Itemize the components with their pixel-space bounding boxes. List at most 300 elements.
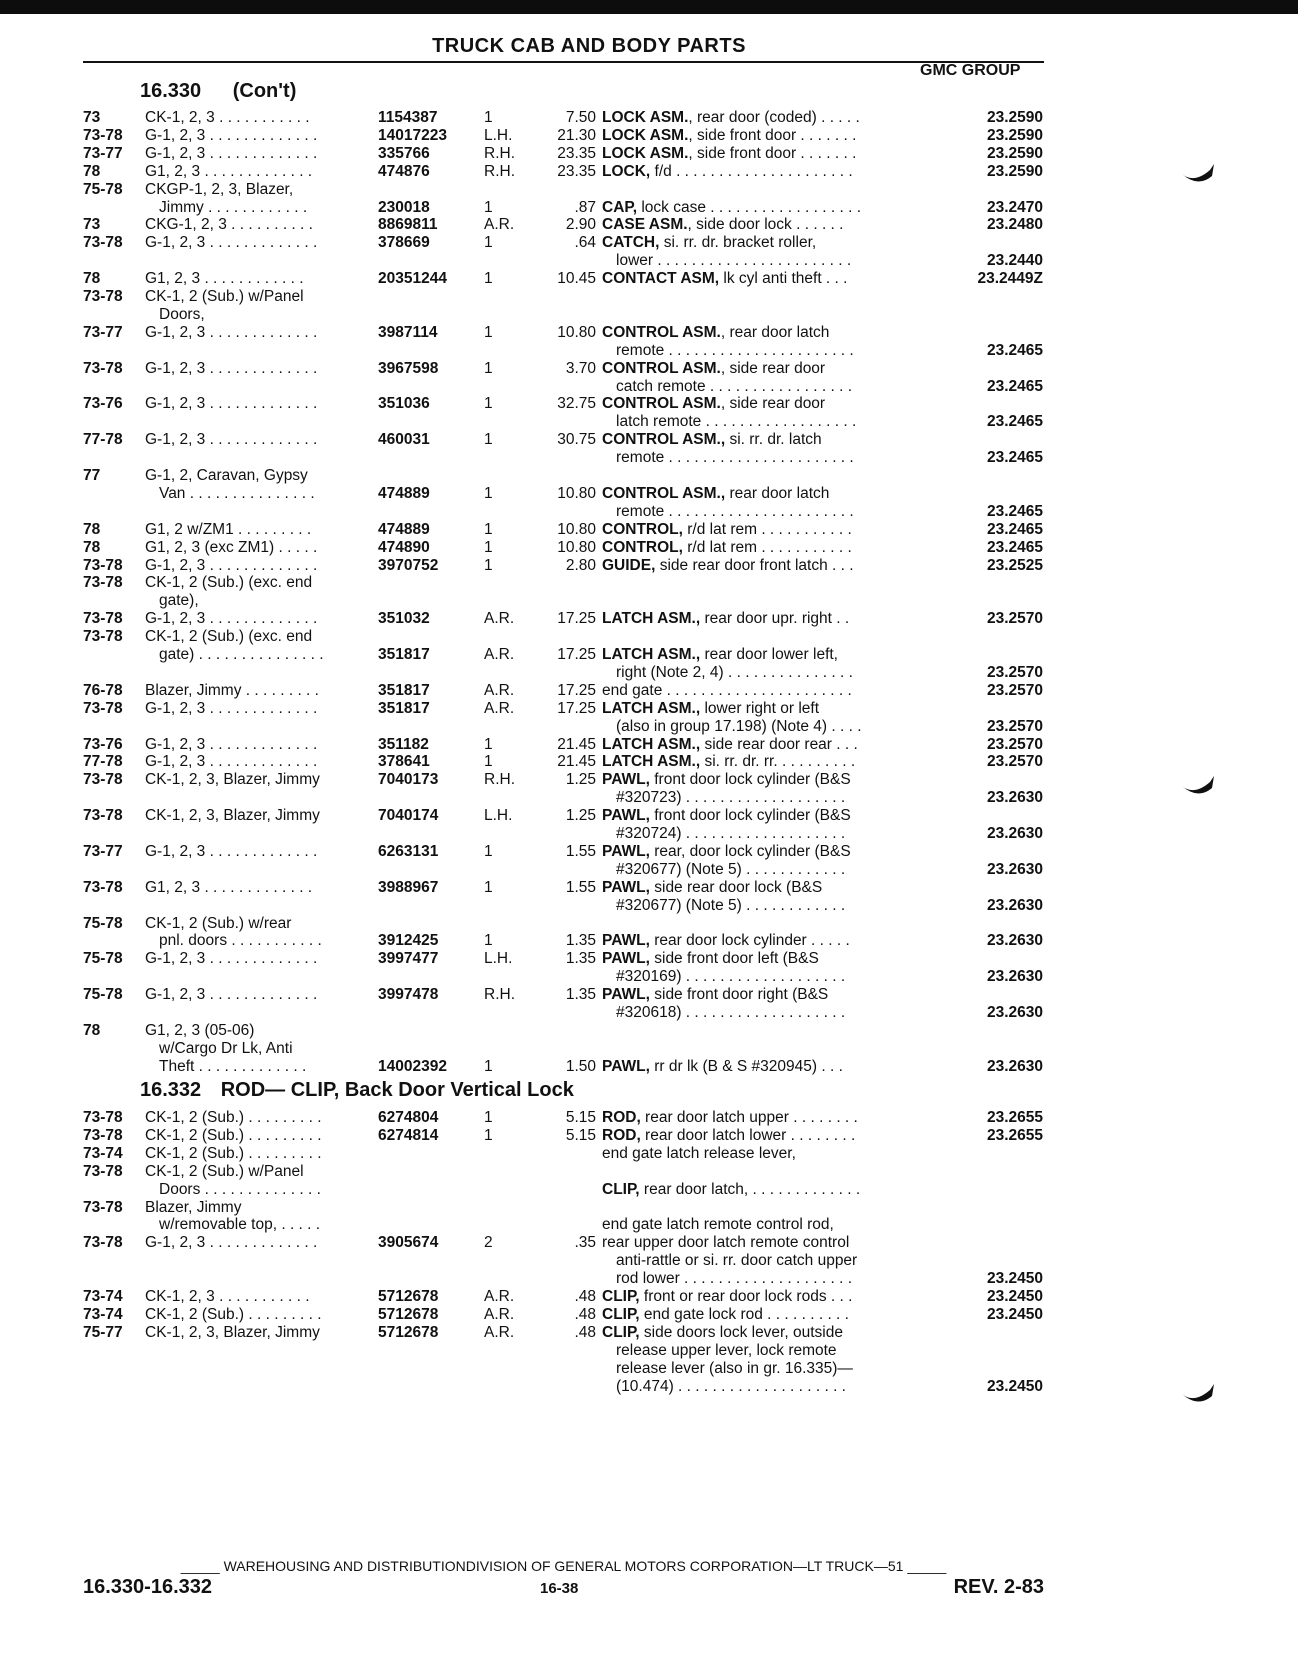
description-cell — [602, 931, 850, 950]
year-cell: 77 — [83, 467, 101, 484]
price-cell: 10.80 — [557, 520, 596, 538]
year-cell: 73-78 — [83, 610, 123, 628]
description-cell — [602, 1108, 858, 1127]
description-cell — [602, 1287, 852, 1306]
price-cell: 17.25 — [557, 610, 596, 628]
description-cell — [602, 806, 851, 825]
price-cell: 17.25 — [557, 699, 596, 717]
table-row — [0, 538, 1298, 557]
catalog-number-cell: 23.2630 — [986, 1057, 1043, 1075]
catalog-number-cell: 23.2465 — [986, 449, 1043, 467]
part-number-cell: 3905674 — [378, 1234, 439, 1252]
description-keyword: CONTROL, — [602, 538, 683, 556]
catalog-number-cell: 23.2465 — [986, 341, 1043, 359]
catalog-number-cell: 23.2655 — [986, 1109, 1043, 1126]
description-keyword: CONTACT ASM, — [602, 270, 720, 288]
catalog-number-cell: 23.2570 — [986, 681, 1043, 699]
catalog-number-cell: 23.2590 — [986, 144, 1043, 162]
model-cell: G-1, 2, 3 . . . . . . . . . . . . . — [145, 234, 318, 252]
binder-hole-mark — [1180, 160, 1216, 188]
description-cell — [602, 842, 851, 861]
group-label: GMC GROUP — [920, 62, 1021, 79]
table-row — [0, 251, 1298, 270]
description-keyword: CAP, — [602, 198, 638, 216]
description-cell — [602, 484, 829, 503]
description-cell — [602, 896, 845, 915]
price-cell: 7.50 — [565, 109, 596, 126]
description-cell — [602, 233, 816, 252]
year-cell: 73-78 — [83, 234, 123, 252]
price-cell: 21.45 — [557, 735, 596, 753]
description-text: end gate . . . . . . . . . . . . . . . . . . . . . . — [602, 681, 852, 699]
table-row — [0, 1287, 1298, 1306]
quantity-cell: R.H. — [484, 986, 515, 1004]
description-text: rear, door lock cylinder (B&S — [649, 842, 851, 860]
description-cell — [602, 1323, 843, 1342]
model-cell: G-1, 2, 3 . . . . . . . . . . . . . — [145, 323, 318, 341]
catalog-number-cell: 23.2450 — [986, 1377, 1043, 1395]
table-row — [0, 359, 1298, 378]
description-cell — [602, 126, 856, 145]
year-cell: 73-78 — [83, 574, 123, 592]
description-keyword: CONTROL ASM., — [602, 484, 726, 502]
part-number-cell: 3912425 — [378, 932, 439, 950]
table-row — [0, 1305, 1298, 1324]
table-row — [0, 1144, 1298, 1163]
catalog-number-cell: 23.2655 — [986, 1126, 1043, 1144]
description-keyword: CONTROL, — [602, 520, 683, 538]
catalog-number-cell: 23.2449Z — [977, 270, 1043, 288]
model-cell: G-1, 2, 3 . . . . . . . . . . . . . — [145, 431, 318, 449]
year-cell: 73-78 — [83, 1162, 123, 1180]
part-number-cell: 14017223 — [378, 126, 447, 144]
table-row — [0, 1215, 1298, 1234]
table-row — [0, 394, 1298, 413]
price-cell: 1.35 — [565, 986, 596, 1004]
catalog-number-cell: 23.2440 — [986, 252, 1043, 270]
description-cell — [602, 377, 852, 396]
catalog-number-cell: 23.2570 — [986, 717, 1043, 735]
description-cell — [602, 394, 825, 413]
page-title: TRUCK CAB AND BODY PARTS — [432, 35, 746, 57]
year-cell: 73-78 — [83, 359, 123, 377]
model-cell: CK-1, 2, 3, Blazer, Jimmy — [145, 1323, 320, 1341]
description-keyword: LATCH ASM., — [602, 699, 701, 717]
year-cell: 73-77 — [83, 842, 123, 860]
quantity-cell: 1 — [484, 109, 493, 126]
model-cell: CK-1, 2, 3, Blazer, Jimmy — [145, 807, 320, 825]
footer-section-range: 16.330-16.332 — [83, 1576, 213, 1598]
description-cell — [602, 198, 861, 217]
price-cell: 1.35 — [565, 950, 596, 968]
table-row — [0, 878, 1298, 897]
description-keyword: CLIP, — [602, 1305, 640, 1323]
description-text: (also in group 17.198) (Note 4) . . . . — [616, 717, 862, 735]
quantity-cell: A.R. — [484, 216, 515, 234]
table-row — [0, 860, 1298, 879]
table-row — [0, 681, 1298, 700]
model-cell: G-1, 2, 3 . . . . . . . . . . . . . — [145, 610, 318, 628]
table-row — [0, 412, 1298, 431]
description-cell — [602, 735, 858, 754]
description-cell — [602, 1377, 846, 1396]
catalog-number-cell: 23.2570 — [986, 610, 1043, 628]
model-cell: G1, 2, 3 (05-06) — [145, 1021, 255, 1039]
table-row — [0, 949, 1298, 968]
model-cell: CK-1, 2 (Sub.) . . . . . . . . . — [145, 1126, 322, 1144]
table-row — [0, 717, 1298, 736]
year-cell: 73-78 — [83, 1126, 123, 1144]
table-row — [0, 556, 1298, 575]
table-row — [0, 609, 1298, 628]
catalog-number-cell: 23.2470 — [986, 198, 1043, 216]
year-cell: 78 — [83, 538, 101, 556]
quantity-cell: 1 — [484, 484, 493, 502]
description-text: end gate latch release lever, — [602, 1144, 796, 1162]
model-cell: G-1, 2, 3 . . . . . . . . . . . . . — [145, 986, 318, 1004]
description-keyword: LOCK ASM. — [602, 144, 689, 162]
part-number-cell: 474876 — [378, 162, 430, 180]
description-cell — [602, 162, 853, 181]
footer-revision: REV. 2-83 — [953, 1576, 1044, 1598]
part-number-cell: 474889 — [378, 484, 430, 502]
description-text: , side rear door — [720, 359, 826, 377]
table-row — [0, 573, 1298, 592]
quantity-cell: 1 — [484, 842, 493, 860]
catalog-number-cell: 23.2525 — [986, 556, 1043, 574]
price-cell: 10.80 — [557, 538, 596, 556]
section-title: ROD— CLIP, Back Door Vertical Lock — [220, 1079, 574, 1101]
part-number-cell: 3987114 — [378, 323, 438, 341]
description-text: , rear door latch — [720, 323, 830, 341]
description-text: rr dr lk (B & S #320945) . . . — [649, 1057, 843, 1075]
description-cell — [602, 144, 856, 163]
description-cell — [602, 1305, 849, 1324]
quantity-cell: R.H. — [484, 771, 515, 789]
year-cell: 73 — [83, 216, 101, 234]
description-text: rear door lock cylinder . . . . . — [649, 932, 850, 950]
model-cell: w/Cargo Dr Lk, Anti — [159, 1039, 293, 1057]
description-text: rear door latch lower . . . . . . . . — [640, 1126, 856, 1144]
description-cell — [602, 878, 822, 897]
catalog-number-cell: 23.2570 — [986, 735, 1043, 753]
year-cell: 73 — [83, 109, 101, 126]
description-text: latch remote . . . . . . . . . . . . . . . . . . — [616, 413, 857, 431]
model-cell: G1, 2, 3 (exc ZM1) . . . . . — [145, 538, 318, 556]
part-number-cell: 5712678 — [378, 1323, 439, 1341]
quantity-cell: A.R. — [484, 699, 515, 717]
model-cell: Blazer, Jimmy — [145, 1198, 242, 1216]
model-cell: G-1, 2, 3 . . . . . . . . . . . . . — [145, 699, 318, 717]
catalog-number-cell: 23.2480 — [986, 216, 1043, 234]
model-cell: CK-1, 2 (Sub.) . . . . . . . . . — [145, 1305, 322, 1323]
table-row — [0, 1057, 1298, 1076]
description-cell — [602, 1126, 855, 1145]
catalog-number-cell: 23.2630 — [986, 860, 1043, 878]
description-text: front door lock cylinder (B&S — [649, 771, 851, 789]
table-row — [0, 1251, 1298, 1270]
table-row — [0, 198, 1298, 217]
catalog-number-cell: 23.2630 — [986, 932, 1043, 950]
model-cell: G-1, 2, 3 . . . . . . . . . . . . . — [145, 395, 318, 413]
part-number-cell: 1154387 — [378, 109, 438, 126]
model-cell: G-1, 2, 3 . . . . . . . . . . . . . — [145, 126, 318, 144]
quantity-cell: 1 — [484, 735, 493, 753]
description-text: , side front door . . . . . . . — [688, 126, 857, 144]
year-cell: 73-74 — [83, 1288, 123, 1305]
description-cell — [602, 860, 845, 879]
part-number-cell: 474889 — [378, 520, 430, 538]
description-cell — [602, 269, 847, 288]
title-rule — [83, 61, 1044, 63]
catalog-number-cell: 23.2590 — [986, 109, 1043, 126]
description-cell — [602, 341, 854, 360]
table-row — [0, 448, 1298, 467]
year-cell: 75-78 — [83, 914, 123, 932]
description-keyword: ROD, — [602, 1109, 641, 1126]
description-text: , side rear door — [720, 395, 826, 413]
table-row — [0, 699, 1298, 718]
year-cell: 73-78 — [83, 126, 123, 144]
description-text: side rear door lock (B&S — [649, 878, 823, 896]
quantity-cell: 1 — [484, 431, 493, 449]
price-cell: 5.15 — [565, 1109, 596, 1126]
table-row — [0, 842, 1298, 861]
table-row — [0, 985, 1298, 1004]
part-number-cell: 474890 — [378, 538, 430, 556]
model-cell: CKG-1, 2, 3 . . . . . . . . . . — [145, 216, 313, 234]
price-cell: 23.35 — [557, 144, 596, 162]
year-cell: 75-78 — [83, 986, 123, 1004]
table-row — [0, 323, 1298, 342]
description-keyword: PAWL, — [602, 1057, 650, 1075]
table-row — [0, 896, 1298, 915]
description-cell — [602, 1269, 852, 1288]
description-text: si. rr. dr. bracket roller, — [659, 234, 817, 252]
table-row — [0, 1269, 1298, 1288]
description-keyword: LATCH ASM., — [602, 610, 701, 628]
description-text: rear door latch — [725, 484, 830, 502]
quantity-cell: 1 — [484, 538, 493, 556]
quantity-cell: 1 — [484, 753, 493, 771]
description-text: side rear door rear . . . — [700, 735, 858, 753]
table-row — [0, 1233, 1298, 1252]
year-cell: 78 — [83, 520, 101, 538]
description-text: , side door lock . . . . . . — [687, 216, 844, 234]
description-keyword: LOCK ASM. — [602, 109, 689, 126]
part-number-cell: 351817 — [378, 646, 430, 663]
description-cell — [602, 824, 845, 843]
section-heading — [140, 1079, 574, 1102]
model-cell: Blazer, Jimmy . . . . . . . . . — [145, 681, 319, 699]
model-cell: G-1, 2, 3 . . . . . . . . . . . . . — [145, 1234, 318, 1252]
price-cell: 2.90 — [565, 216, 596, 234]
catalog-number-cell: 23.2630 — [986, 789, 1043, 807]
model-cell: CK-1, 2 (Sub.) w/rear — [145, 914, 292, 932]
catalog-number-cell: 23.2465 — [986, 377, 1043, 395]
description-text: #320724) . . . . . . . . . . . . . . . . . . . — [616, 825, 846, 842]
description-text: end gate lock rod . . . . . . . . . . — [639, 1305, 849, 1323]
part-number-cell: 20351244 — [378, 270, 447, 288]
price-cell: 1.50 — [565, 1057, 596, 1075]
year-cell: 78 — [83, 162, 101, 180]
model-cell: CK-1, 2 (Sub.) w/Panel — [145, 288, 304, 305]
section-title: (Con't) — [232, 80, 297, 102]
description-text: f/d . . . . . . . . . . . . . . . . . . . . . — [650, 162, 853, 180]
description-text: remote . . . . . . . . . . . . . . . . . . . . . . — [616, 341, 854, 359]
year-cell: 73-74 — [83, 1144, 123, 1162]
table-row — [0, 824, 1298, 843]
price-cell: 3.70 — [565, 359, 596, 377]
part-number-cell: 351817 — [378, 699, 430, 717]
description-cell — [602, 699, 819, 718]
model-cell: G1, 2, 3 . . . . . . . . . . . . — [145, 270, 304, 288]
table-row — [0, 466, 1298, 485]
catalog-number-cell: 23.2465 — [986, 502, 1043, 520]
quantity-cell: L.H. — [484, 950, 513, 968]
description-text: , side front door . . . . . . . — [688, 144, 857, 162]
price-cell: 17.25 — [557, 646, 596, 663]
table-row — [0, 752, 1298, 771]
description-text: #320618) . . . . . . . . . . . . . . . . . . . — [616, 1004, 846, 1021]
description-keyword: PAWL, — [602, 986, 650, 1004]
description-cell — [602, 788, 845, 807]
year-cell: 73-78 — [83, 699, 123, 717]
footer-publisher-text: WAREHOUSING AND DISTRIBUTIONDIVISION OF GENERAL MOTORS CORPORATION—LT TRUCK—51 — [223, 1558, 904, 1574]
table-row — [0, 967, 1298, 986]
model-cell: G-1, 2, 3 . . . . . . . . . . . . . — [145, 144, 318, 162]
description-cell — [602, 1057, 843, 1076]
description-text: (10.474) . . . . . . . . . . . . . . . . . . . . — [616, 1377, 846, 1395]
quantity-cell: A.R. — [484, 1288, 515, 1305]
model-cell: gate) . . . . . . . . . . . . . . . — [159, 646, 324, 663]
table-row — [0, 108, 1298, 127]
table-row — [0, 180, 1298, 199]
description-cell — [602, 967, 845, 986]
description-text: rear door lower left, — [700, 646, 838, 663]
footer-page-number: 16-38 — [540, 1580, 579, 1597]
table-row — [0, 931, 1298, 950]
year-cell: 75-78 — [83, 950, 123, 968]
description-keyword: PAWL, — [602, 771, 650, 789]
quantity-cell: A.R. — [484, 610, 515, 628]
quantity-cell: 1 — [484, 395, 493, 413]
year-cell: 73-78 — [83, 556, 123, 574]
model-cell: CK-1, 2 (Sub.) (exc. end — [145, 628, 313, 646]
year-cell: 73-78 — [83, 1198, 123, 1216]
description-text: front door lock cylinder (B&S — [649, 807, 851, 825]
model-cell: G1, 2, 3 . . . . . . . . . . . . . — [145, 162, 313, 180]
table-row — [0, 1039, 1298, 1058]
year-cell: 73-77 — [83, 144, 123, 162]
price-cell: 5.15 — [565, 1126, 596, 1144]
description-cell — [602, 502, 854, 521]
quantity-cell: 1 — [484, 1057, 493, 1075]
description-cell — [602, 645, 838, 664]
year-cell: 73-78 — [83, 771, 123, 789]
table-row — [0, 663, 1298, 682]
part-number-cell: 6274814 — [378, 1126, 439, 1144]
part-number-cell: 351182 — [378, 735, 429, 753]
description-keyword: LOCK ASM. — [602, 126, 689, 144]
table-row — [0, 144, 1298, 163]
quantity-cell: 1 — [484, 1109, 493, 1126]
description-keyword: LATCH ASM., — [602, 735, 701, 753]
price-cell: .48 — [574, 1288, 596, 1305]
year-cell: 73-78 — [83, 288, 123, 305]
description-text: right (Note 2, 4) . . . . . . . . . . . . . . . — [616, 663, 853, 681]
description-cell — [602, 1003, 845, 1022]
catalog-number-cell: 23.2630 — [986, 1004, 1043, 1021]
section-number: 16.332 — [140, 1079, 202, 1101]
model-cell: CK-1, 2 (Sub.) . . . . . . . . . — [145, 1109, 322, 1126]
model-cell: CK-1, 2, 3 . . . . . . . . . . . — [145, 1288, 310, 1305]
description-cell — [602, 717, 862, 736]
price-cell: 21.30 — [557, 126, 596, 144]
description-cell — [602, 1341, 837, 1360]
catalog-number-cell: 23.2590 — [986, 126, 1043, 144]
description-keyword: CONTROL ASM. — [602, 323, 721, 341]
year-cell: 77-78 — [83, 753, 123, 771]
model-cell: G-1, 2, 3 . . . . . . . . . . . . . — [145, 556, 318, 574]
part-number-cell: 3970752 — [378, 556, 439, 574]
section-number: 16.330 — [140, 80, 202, 102]
part-number-cell: 3997477 — [378, 950, 439, 968]
table-row — [0, 341, 1298, 360]
table-row — [0, 914, 1298, 933]
year-cell: 73-78 — [83, 1234, 123, 1252]
year-cell: 75-77 — [83, 1323, 123, 1341]
quantity-cell: A.R. — [484, 1305, 515, 1323]
year-cell: 76-78 — [83, 681, 123, 699]
description-cell — [602, 538, 852, 557]
year-cell: 73-74 — [83, 1305, 123, 1323]
model-cell: Doors . . . . . . . . . . . . . . — [159, 1180, 321, 1198]
price-cell: 1.25 — [565, 771, 596, 789]
price-cell: 10.80 — [557, 484, 596, 502]
table-row — [0, 1180, 1298, 1199]
description-keyword: CASE ASM. — [602, 216, 688, 234]
description-keyword: LATCH ASM., — [602, 646, 701, 663]
description-cell — [602, 1233, 849, 1252]
description-keyword: CONTROL ASM. — [602, 359, 721, 377]
table-row — [0, 788, 1298, 807]
quantity-cell: 1 — [484, 359, 493, 377]
price-cell: 32.75 — [557, 395, 596, 413]
year-cell: 77-78 — [83, 431, 123, 449]
part-number-cell: 378641 — [378, 753, 430, 771]
description-text: side rear door front latch . . . — [655, 556, 854, 574]
description-cell — [602, 985, 828, 1004]
table-row — [0, 520, 1298, 539]
quantity-cell: A.R. — [484, 681, 515, 699]
description-text: rear door latch, . . . . . . . . . . . . . — [639, 1180, 861, 1198]
binder-hole-mark — [1180, 772, 1216, 800]
description-cell — [602, 1180, 860, 1199]
description-text: si. rr. dr. rr. . . . . . . . . . — [700, 753, 856, 771]
quantity-cell: R.H. — [484, 144, 515, 162]
description-text: rod lower . . . . . . . . . . . . . . . . . . . . — [616, 1270, 853, 1288]
price-cell: 10.80 — [557, 323, 596, 341]
price-cell: .35 — [574, 1234, 596, 1252]
description-text: rear upper door latch remote control — [602, 1234, 850, 1252]
quantity-cell: 1 — [484, 520, 493, 538]
description-cell — [602, 681, 852, 700]
quantity-cell: 1 — [484, 1126, 493, 1144]
part-number-cell: 378669 — [378, 234, 430, 252]
description-keyword: PAWL, — [602, 932, 650, 950]
year-cell: 73-78 — [83, 878, 123, 896]
